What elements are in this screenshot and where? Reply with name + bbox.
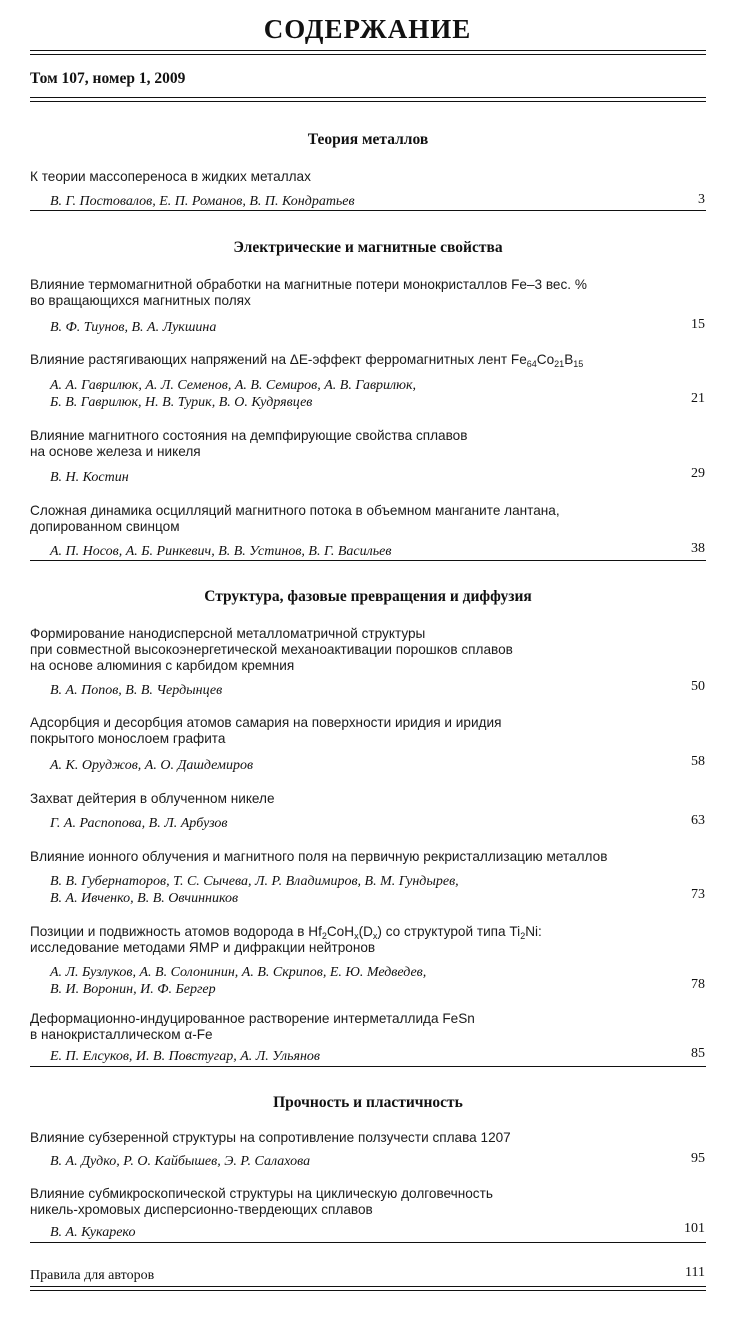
article-title xyxy=(30,428,650,460)
article-title xyxy=(30,352,650,368)
article-authors: А. П. Носов, А. Б. Ринкевич, В. В. Устинов, В. Г. Васильев xyxy=(50,544,392,559)
article-title-line: исследование методами ЯМР и дифракции нейтронов xyxy=(30,940,376,955)
article-title xyxy=(30,924,650,956)
article-authors xyxy=(50,964,650,998)
article-authors: В. А. Кукареко xyxy=(50,1225,136,1240)
article-title xyxy=(30,277,650,309)
article-authors xyxy=(50,873,650,907)
title-text: Влияние растягивающих напряжений на ΔE-эффект ферромагнитных лент Fe xyxy=(30,352,527,367)
article-title-line: покрытого монослоем графита xyxy=(30,731,226,746)
article-authors: В. А. Дудко, Р. О. Кайбышев, Э. Р. Салахова xyxy=(50,1154,311,1169)
article-title-line xyxy=(30,924,650,940)
volume-label: Том 107, номер 1, 2009 xyxy=(30,70,186,87)
article-authors: А. К. Оруджов, А. О. Дашдемиров xyxy=(50,758,254,773)
footer-rule-bottom xyxy=(30,1290,706,1291)
article-authors: В. Ф. Тиунов, В. А. Лукшина xyxy=(50,320,217,335)
subscript: 2 xyxy=(321,931,327,941)
title-text: B xyxy=(564,352,574,367)
footer-page-number: 111 xyxy=(685,1265,705,1280)
article-title: Влияние ионного облучения и магнитного поля на первичную рекристаллизацию металлов xyxy=(30,849,608,864)
section-heading: Электрические и магнитные свойства xyxy=(233,239,503,256)
footer-label: Правила для авторов xyxy=(30,1268,155,1283)
article-title-line: в нанокристаллическом α-Fe xyxy=(30,1027,213,1042)
article-title xyxy=(30,503,650,535)
subscript: x xyxy=(354,931,359,941)
page-number: 73 xyxy=(691,887,705,902)
article-title-line: Влияние термомагнитной обработки на магнитные потери монокристаллов Fe–3 вес. % xyxy=(30,277,587,292)
article-title-line: на основе алюминия с карбидом кремния xyxy=(30,658,295,673)
article-title-line: допированном свинцом xyxy=(30,519,180,534)
page-number: 101 xyxy=(684,1221,705,1236)
article-title-line: Влияние магнитного состояния на демпфирующие свойства сплавов xyxy=(30,428,468,443)
page-number: 21 xyxy=(691,391,705,406)
authors-line: В. А. Ивченко, В. В. Овчинников xyxy=(50,891,239,906)
article-title xyxy=(30,1011,650,1043)
article-title-line: Адсорбция и десорбция атомов самария на поверхности иридия и иридия xyxy=(30,715,502,730)
article-authors: В. Н. Костин xyxy=(50,470,129,485)
footer-rule-top xyxy=(30,1286,706,1287)
page-number: 50 xyxy=(691,679,705,694)
subscript: 64 xyxy=(526,359,537,369)
title-text: Ni: xyxy=(525,924,542,939)
title-text: Позиции и подвижность атомов водорода в Hf xyxy=(30,924,322,939)
article-authors: В. А. Попов, В. В. Чердынцев xyxy=(50,683,223,698)
article-authors: Е. П. Елсуков, И. В. Повстугар, А. Л. Ульянов xyxy=(50,1049,320,1064)
authors-line: В. И. Воронин, И. Ф. Бергер xyxy=(50,982,216,997)
authors-line: А. А. Гаврилюк, А. Л. Семенов, А. В. Семиров, А. В. Гаврилюк, xyxy=(50,378,417,393)
page-number: 29 xyxy=(691,466,705,481)
subscript: 2 xyxy=(520,931,526,941)
article-title-line: никель-хромовых дисперсионно-твердеющих сплавов xyxy=(30,1202,373,1217)
page-title: СОДЕРЖАНИЕ xyxy=(263,14,472,44)
title-text: Co xyxy=(536,352,555,367)
subscript: 21 xyxy=(554,359,565,369)
page-number: 63 xyxy=(691,813,705,828)
article-title-line: во вращающихся магнитных полях xyxy=(30,293,251,308)
title-rule-top xyxy=(30,50,706,51)
article-title: К теории массопереноса в жидких металлах xyxy=(30,169,311,184)
page-number: 58 xyxy=(691,754,705,769)
title-text: CoH xyxy=(326,924,355,939)
article-title-line: на основе железа и никеля xyxy=(30,444,201,459)
page-number: 38 xyxy=(691,541,705,556)
article-title-line: Деформационно-индуцированное растворение интерметаллида FeSn xyxy=(30,1011,475,1026)
authors-line: А. Л. Бузлуков, А. В. Солонинин, А. В. Скрипов, Е. Ю. Медведев, xyxy=(50,965,427,980)
section-heading: Теория металлов xyxy=(307,131,429,148)
subscript: 15 xyxy=(573,359,584,369)
article-authors: Г. А. Распопова, В. Л. Арбузов xyxy=(50,816,228,831)
article-title-line: Сложная динамика осцилляций магнитного потока в объемном манганите лантана, xyxy=(30,503,560,518)
page-number: 3 xyxy=(698,192,705,207)
section-rule xyxy=(30,210,706,211)
section-rule xyxy=(30,1242,706,1243)
article-title xyxy=(30,626,650,674)
title-text: ) со структурой типа Ti xyxy=(377,924,521,939)
article-title-line: при совместной высокоэнергетической механоактивации порошков сплавов xyxy=(30,642,513,657)
article-title xyxy=(30,715,650,747)
article-title-line: Формирование нанодисперсной металломатричной структуры xyxy=(30,626,426,641)
article-title: Захват дейтерия в облученном никеле xyxy=(30,791,275,806)
authors-line: В. В. Губернаторов, Т. С. Сычева, Л. Р. Владимиров, В. М. Гундырев, xyxy=(50,874,459,889)
article-title: Влияние субзеренной структуры на сопротивление ползучести сплава 1207 xyxy=(30,1130,511,1145)
page-number: 78 xyxy=(691,977,705,992)
article-authors: В. Г. Постовалов, Е. П. Романов, В. П. Кондратьев xyxy=(50,194,355,209)
section-heading: Прочность и пластичность xyxy=(273,1094,463,1111)
volume-rule-bottom xyxy=(30,101,706,102)
section-rule xyxy=(30,1066,706,1067)
authors-line: Б. В. Гаврилюк, Н. В. Турик, В. О. Кудрявцев xyxy=(50,395,313,410)
page-number: 15 xyxy=(691,317,705,332)
article-title-line: Влияние субмикроскопической структуры на циклическую долговечность xyxy=(30,1186,493,1201)
article-authors xyxy=(50,377,650,411)
article-title xyxy=(30,1186,650,1218)
page-number: 85 xyxy=(691,1046,705,1061)
volume-rule-top xyxy=(30,97,706,98)
title-text: (D xyxy=(358,924,373,939)
section-rule xyxy=(30,560,706,561)
section-heading: Структура, фазовые превращения и диффузия xyxy=(204,588,532,605)
subscript: x xyxy=(372,931,378,941)
page-number: 95 xyxy=(691,1151,705,1166)
title-rule-bottom xyxy=(30,54,706,55)
